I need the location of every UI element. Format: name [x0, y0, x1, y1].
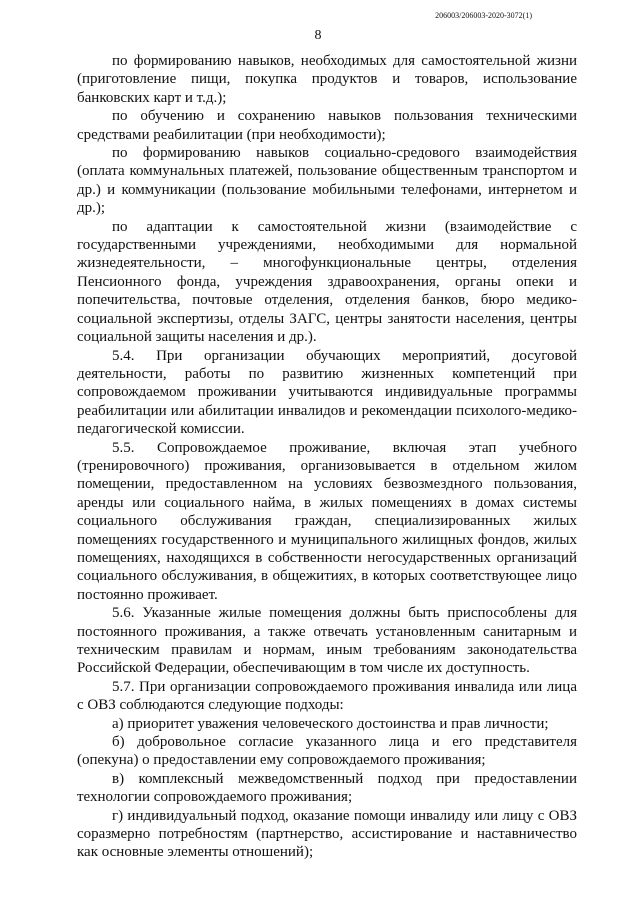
list-item-v: в) комплексный межведомственный подход при предоставлении технологии сопровождаемого проживания; — [77, 770, 577, 806]
paragraph-5-4: 5.4. При организации обучающих мероприятий, досуговой деятельности, работы по развитию жизненных компетенций при сопровождаемом проживании учитываются индивидуальные программы реабилитации или абилитации инвалидов и рекомендации психолого-медико-педагогической комиссии. — [77, 347, 577, 438]
list-item-b: б) добровольное согласие указанного лица и его представителя (опекуна) о предоставлении ему сопровождаемого проживания; — [77, 734, 577, 769]
list-item-g: г) индивидуальный подход, оказание помощи инвалиду или лицу с ОВЗ соразмерно потребностям (партнерство, ассистирование и наставничество как основные элементы отношений); — [77, 807, 577, 861]
paragraph-technical-aids-skills: по обучению и сохранению навыков пользования техническими средствами реабилитации (при необходимости); — [77, 108, 577, 143]
list-item-a: а) приоритет уважения человеческого достоинства и прав личности; — [112, 715, 549, 732]
paragraph-social-interaction-skills: по формированию навыков социально-средового взаимодействия (оплата коммунальных платежей, пользование общественным транспортом и др.) и коммуникации (пользование мобильными телефонами, интернетом и др.); — [77, 145, 577, 217]
paragraph-5-7: 5.7. При организации сопровождаемого проживания инвалида или лица с ОВЗ соблюдаются следующие подходы: — [77, 678, 577, 714]
document-body — [77, 52, 577, 862]
paragraph-daily-living-skills: по формированию навыков, необходимых для самостоятельной жизни (приготовление пищи, покупка продуктов и товаров, использование банковских карт и т.д.); — [77, 53, 577, 106]
paragraph-5-6: 5.6. Указанные жилые помещения должны быть приспособлены для постоянного проживания, а также отвечать установленным санитарным и техническим правилам и нормам, иным требованиям законодательства Российской Федерации, обеспечивающим в том числе их доступность. — [77, 605, 577, 677]
document-registration-number: 206003/206003-2020-3072(1) — [435, 11, 532, 20]
page-number: 8 — [314, 28, 322, 43]
paragraph-independent-living-adaptation: по адаптации к самостоятельной жизни (взаимодействие с государственными учреждениями, необходимыми для нормальной жизнедеятельности, – многофункциональные центры, отделения Пенсионного фонда, учреждения здравоохранения, органы опеки и попечительства, почтовые отделения, отделения банков, бюро медико-социальной экспертизы, отделы ЗАГС, центры занятости населения, центры социальной защиты населения и др.). — [77, 218, 577, 346]
paragraph-5-5: 5.5. Сопровождаемое проживание, включая этап учебного (тренировочного) проживания, организовывается в отдельном жилом помещении, предоставленном на условиях безвозмездного пользования, аренды или социального найма, в жилых помещениях в домах системы социального обслуживания граждан, специализированных жилых помещениях государственного и муниципального жилищных фондов, жилых помещениях, находящихся в собственности негосударственных организаций социального обслуживания, в общежитиях, в которых соответствующее лицо постоянно проживает. — [77, 439, 577, 603]
